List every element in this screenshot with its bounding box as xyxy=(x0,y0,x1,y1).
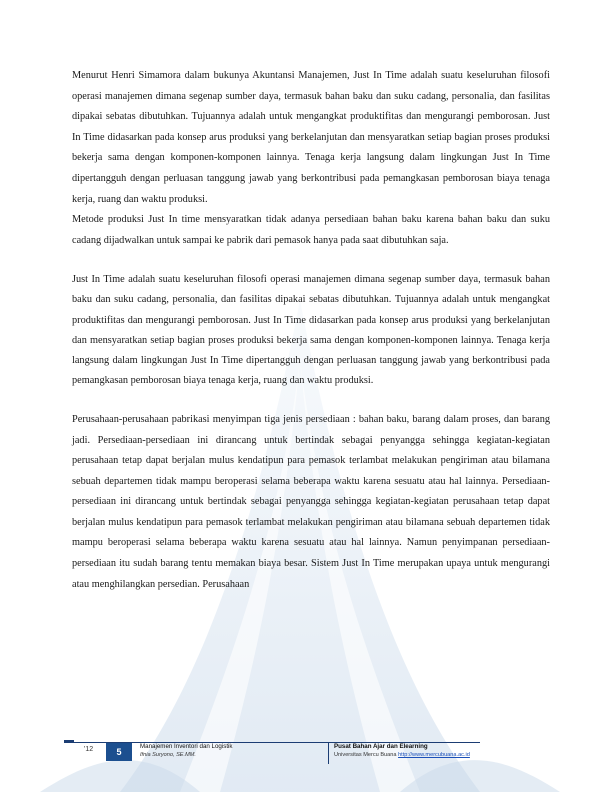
page-footer xyxy=(0,738,612,768)
author-name: Ifnia Suryono, SE.MM. xyxy=(140,752,196,758)
body-text xyxy=(72,66,550,595)
university-link[interactable]: http://www.mercubuana.ac.id xyxy=(398,752,470,758)
paragraph: Just In Time adalah suatu keseluruhan filosofi operasi manajemen dimana segenap sumber daya, termasuk bahan baku dan suku cadang, personalia, dan fasilitas dipakai sebatas dibutuhkan. Tujuannya adalah untuk mengangkat produktifitas dan mengurangi pemborosan. Just In Time didasarkan pada konsep arus produksi yang berkelanjutan dan mensyaratkan setiap bagian proses produksi bekerja sama dengan komponen-komponen lainnya. Tenaga kerja langsung dalam lingkungan Just In Time dipertangguh dengan perluasan tanggung jawab yang berkontribusi pada pemangkasan pemborosan biaya tenaga kerja, ruang dan waktu produksi. xyxy=(72,274,550,386)
paragraph: Perusahaan-perusahaan pabrikasi menyimpan tiga jenis persediaan : bahan baku, barang dalam proses, dan barang jadi. Persediaan-persediaan ini dirancang untuk bertindak sebagai penyangga sehingga kegiatan-kegiatan perusahaan tetap dapat berjalan mulus kendatipun para pemasok terlambat melakukan pengiriman atau bilamana sebuah departemen tidak mampu beroperasi selama beberapa waktu karena sesuatu atau hal lainnya. Persediaan-persediaan ini dirancang untuk bertindak sebagai penyangga sehingga kegiatan-kegiatan perusahaan tetap dapat berjalan mulus kendatipun para pemasok terlambat melakukan pengiriman atau bilamana sebuah departemen tidak mampu beroperasi selama beberapa waktu karena sesuatu atau hal lainnya. Namun penyimpanan persediaan-persediaan itu sudah barang tentu memakan biaya besar. Sistem Just In Time merupakan upaya untuk mengurangi atau menghilangkan persedian. Perusahaan xyxy=(72,413,550,590)
footer-year-code: '12 xyxy=(84,746,94,753)
paragraph: Menurut Henri Simamora dalam bukunya Akuntansi Manajemen, Just In Time adalah suatu keseluruhan filosofi operasi manajemen dimana segenap sumber daya, termasuk bahan baku dan suku cadang, personalia, dan fasilitas dipakai sebatas dibutuhkan. Tujuannya adalah untuk mengangkat produktifitas dan mengurangi pemborosan. Just In Time didasarkan pada konsep arus produksi yang berkelanjutan dan mensyaratkan setiap bagian proses produksi bekerja sama dengan komponen-komponen lainnya. Tenaga kerja langsung dalam lingkungan Just In Time dipertangguh dengan perluasan tanggung jawab yang berkontribusi pada pemangkasan pemborosan biaya tenaga kerja, ruang dan waktu produksi. xyxy=(72,70,550,205)
course-title: Manajemen Inventori dan Logistik xyxy=(140,743,233,750)
footer-divider xyxy=(328,742,329,764)
university-line xyxy=(334,752,470,758)
paragraph: Metode produksi Just In time mensyaratkan tidak adanya persediaan bahan baku karena bahan baku dan suku cadang dijadwalkan untuk sampai ke pabrik dari pemasok hanya pada saat dibutuhkan saja. xyxy=(72,214,550,246)
university-name: Universitas Mercu Buana xyxy=(334,752,397,758)
center-name: Pusat Bahan Ajar dan Elearning xyxy=(334,743,428,750)
page-number: 5 xyxy=(106,743,132,761)
